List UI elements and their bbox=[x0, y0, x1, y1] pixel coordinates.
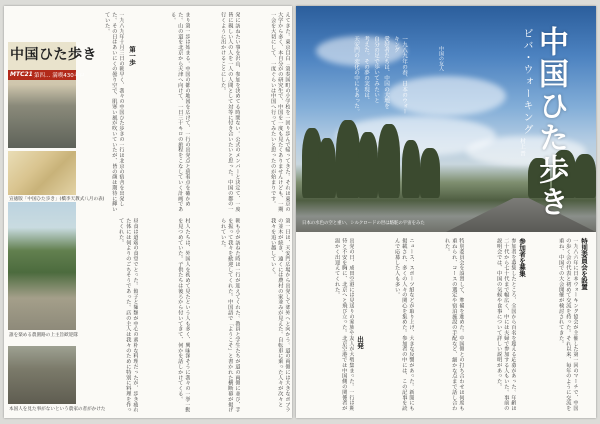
hero-tag: 中国の友人 bbox=[438, 46, 444, 71]
lead-line: 一九八九年の春、日本のウォーキング bbox=[393, 36, 407, 115]
crowd-photo bbox=[8, 346, 76, 404]
body-column: まり第一歩は始まる。中国の都の地図を広げて、一行の出発点と到着点を確かめた。山の道を北京から天津へ向けて、一日三十キロの旅程をこなしていく計画である。 bbox=[169, 12, 190, 212]
hero-kana: ビバ・ウォーキング bbox=[521, 28, 532, 136]
lead-line: 考えた。その夢の実現は、 bbox=[363, 36, 369, 104]
hero-caption: 日本の水色の空と重い、シルクロードの世は駱駝の宇宙をみた bbox=[302, 221, 425, 226]
section-heading: 第一歩 bbox=[128, 46, 136, 66]
body-column: 出発の日、成田空港には見送りの家族や友人が大勢集まった。一行は期待と不安を胸に、北京へと飛び立った。北京空港では中国側の関係者が温かく出迎えてくれた。 bbox=[333, 238, 354, 411]
section-heading: 特別委員会を設置 bbox=[580, 238, 588, 290]
crowd-caption: 本国人を見た事がないという農家の者がかけた bbox=[9, 407, 106, 412]
section-heading: 参加者を募集 bbox=[518, 238, 526, 277]
hero-photo bbox=[296, 6, 596, 232]
mtc-subtitle: 第四… 満喫430キロ bbox=[34, 73, 85, 79]
body-column: ニュース、スポーツ紙などが取り上げ、大きな反響があった。新聞にも掲載され、多くの人々の関心を集めた。参加者の中には、この記事を読んで応募した人も多い。 bbox=[393, 238, 414, 411]
lead-line: 自分の足で歩いてみたいと bbox=[373, 36, 379, 104]
map-photo bbox=[8, 151, 76, 195]
body-column: えてきた。東京目白「第奏国町の小学校を一回り歩んで帰ってきた。それは東京の大学から多く、本自分がの研究生で、中国を一度も見たくありませんけども、一期一会を大切にして、一度ぐらいは中国へ行ってみたいと思ったのが始まりです。 bbox=[269, 12, 290, 212]
section-heading: 出発 bbox=[356, 336, 364, 349]
lead-line: 愛好者たちは、中国の大地を bbox=[383, 36, 389, 109]
body-column: 第一日は、天安門広場から出発して郊外へと向かう。道の両側には大きなポプラの並木が続き、遠くには農村の家並みが見えた。自転車に乗った人々が次々と我々を追い越していく。 bbox=[269, 218, 290, 413]
article-author: 村上 晋 bbox=[519, 138, 525, 157]
body-column: 特別委員会を設置して、準備を進めた。中国側との打ち合わせは何度も重ねられ、コースの選定や宿泊施設の手配など、細かな点まで話し合われた。 bbox=[443, 238, 464, 411]
body-column: 発に訪ねたい事を沢山、参加を決めてる時間ない。公式のメンバーと決定て、一度皆に親しい人の人を一人の人間として対等に付き合いたいと思った。中国の都の一行くように出かけることにした。 bbox=[219, 12, 240, 212]
body-column: 参加者を募集したところ、全国から百名を超える応募があった。年齢は二十代から七十代まで幅広く、中には夫婦で参加する人もいた。事前の説明会では、中国の気候や食事について詳しい説明があった。 bbox=[495, 238, 516, 411]
left-page bbox=[4, 6, 292, 418]
body-column: 昼食は道端の食堂でとった。餃子と麺類が中心の素朴な料理だったが、歩き疲れた体には何よりのごちそうであった。店の主人は我々のために特別に料理を作ってくれた。 bbox=[117, 218, 138, 413]
walkers-photo bbox=[8, 202, 76, 330]
map-caption: 宣徳版「中国ひた歩き」(橋李天教式八月の表) bbox=[9, 197, 105, 202]
cover-title: 中国ひた歩き bbox=[10, 47, 97, 63]
walkers-caption: 誰を楽める農園路の上主旨歓迎隊 bbox=[9, 333, 78, 338]
right-page bbox=[296, 6, 596, 418]
article-title: 中国ひた歩き bbox=[533, 26, 568, 218]
body-column: 一九八九年十月三日の朝早く、我々の中国ひた歩きの一行は北京の宿舎を出発した。その日はあいにくの曇り空で、肌寒い風が吹いていたが、皆の顔は期待に輝いていた。 bbox=[103, 12, 124, 212]
body-column: 朝も小が訪ねた時は一行が迎えてくれた。教員と学生たちが道の両側に並び、手を振って我々を歓迎してくれた。中国語で「ようこそ」と書かれた横断幕が掲げられていた。 bbox=[219, 218, 240, 413]
body-column: 一九八六年に日本ウォーキング協会が主催した第一回のマーチで、中国の歩く会の代表と初めて交流を持った。それ以来、毎年のように交流を重ね、中国での大会開催が検討されてきた。 bbox=[557, 238, 578, 411]
lead-line: 天安門の変化の中にもあった。 bbox=[353, 36, 359, 115]
mtc-logo: MTC21 bbox=[10, 71, 33, 78]
body-column: 村人たちは、外国人を初めて見たという人も多く、興味深そうに我々の一挙一動を見つめていた。子供たちは後ろから付いてきて、何かを話しかけてくる。 bbox=[176, 218, 190, 413]
